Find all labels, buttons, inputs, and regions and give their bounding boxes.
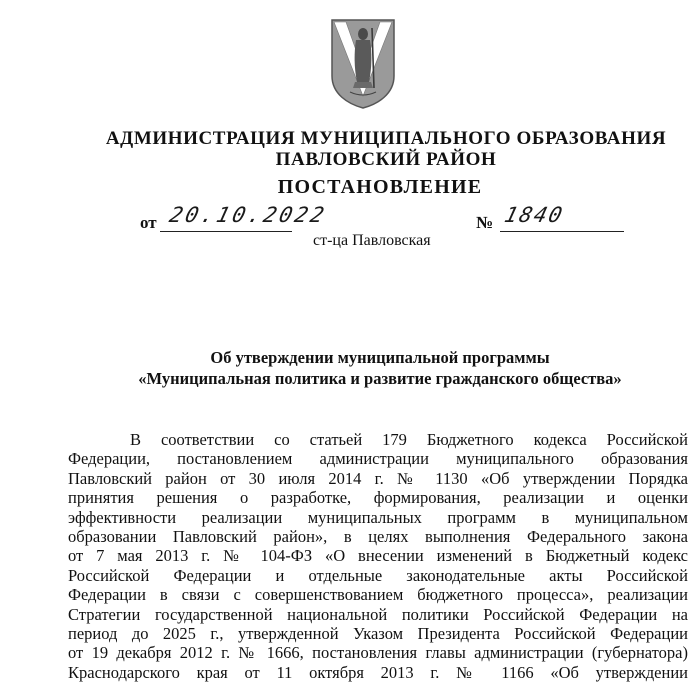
- number-handwritten: 1840: [502, 203, 567, 227]
- date-number-row: [0, 203, 700, 233]
- body-line: Краснодарского края от 11 октября 2013 г. № 1166 «Об утверждении: [68, 662, 688, 682]
- body-line: Федерации в связи с совершенствованием бюджетного процесса», реализации: [68, 585, 688, 605]
- coat-of-arms-icon: [330, 18, 396, 110]
- body-line: принятия решения о разработке, формирования, реализации и оценки: [68, 488, 688, 508]
- document-title-line1: Об утверждении муниципальной программы: [210, 348, 550, 367]
- body-line: эффективности реализации муниципальных программ в муниципальном: [68, 507, 688, 527]
- body-line: В соответствии со статьей 179 Бюджетного кодекса Российской: [130, 430, 688, 449]
- body-line: период до 2025 г., утвержденной Указом Президента Российской Федерации: [68, 623, 688, 643]
- body-line: Стратегии государственной национальной политики Российской Федерации на: [68, 604, 688, 624]
- organization-district: ПАВЛОВСКИЙ РАЙОН: [275, 149, 497, 170]
- number-label: №: [476, 213, 494, 232]
- body-line: от 19 декабря 2012 г. № 1666, постановления главы администрации (губернатора): [68, 643, 688, 663]
- body-line: Павловский район от 30 июля 2014 г. № 1130 «Об утверждении Порядка: [68, 468, 688, 488]
- date-handwritten: 20.10.2022: [167, 203, 330, 227]
- date-label: от: [140, 213, 157, 232]
- number-underline: [500, 231, 624, 232]
- document-type: ПОСТАНОВЛЕНИЕ: [277, 176, 483, 198]
- body-line: от 7 мая 2013 г. № 104-ФЗ «О внесении изменений в Бюджетный кодекс: [68, 546, 688, 566]
- place-name: ст-ца Павловская: [313, 232, 431, 249]
- document-title-line2: «Муниципальная политика и развитие гражданского общества»: [138, 369, 622, 388]
- date-underline: [160, 231, 292, 232]
- body-line: Федерации, постановлением администрации муниципального образования: [68, 449, 688, 469]
- body-line: образовании Павловский район», в целях выполнения Федерального закона: [68, 526, 688, 546]
- organization-name: АДМИНИСТРАЦИЯ МУНИЦИПАЛЬНОГО ОБРАЗОВАНИЯ: [105, 128, 667, 149]
- body-paragraph: [68, 430, 688, 682]
- body-line: Российской Федерации и отдельные законодательные акты Российской: [68, 565, 688, 585]
